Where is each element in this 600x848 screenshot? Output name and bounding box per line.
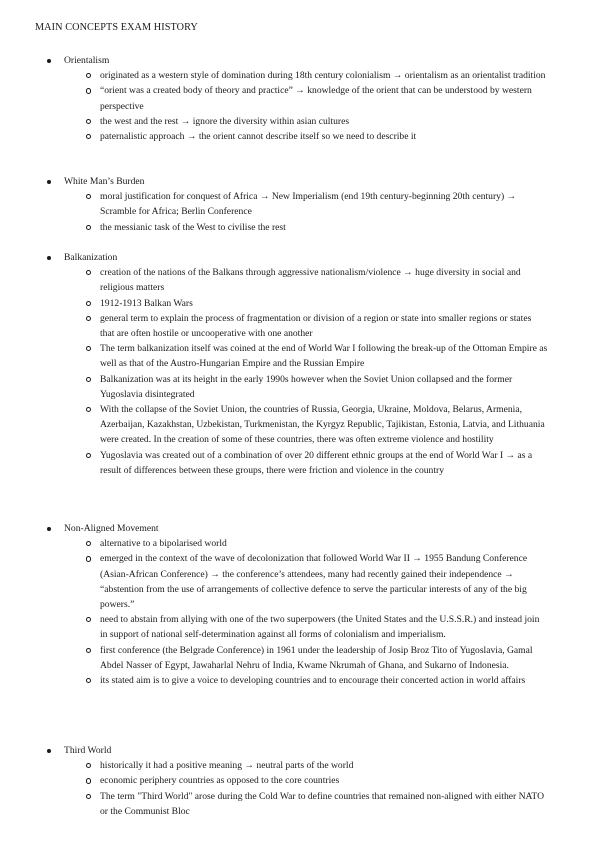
sub-list — [0, 265, 600, 478]
bullet-icon — [47, 749, 51, 753]
hollow-bullet-icon — [86, 119, 91, 124]
list-item-text: The term "Third World" arose during the Cold War to define countries that remained non-aligned with either NATO or the Communist Bloc — [100, 790, 545, 817]
list-item — [0, 643, 600, 673]
list-item — [0, 68, 600, 83]
list-item — [0, 296, 600, 311]
list-item — [0, 402, 600, 448]
list-item — [0, 83, 600, 113]
hollow-bullet-icon — [86, 316, 91, 321]
sub-list — [0, 536, 600, 688]
hollow-bullet-icon — [86, 73, 91, 78]
list-item — [0, 372, 600, 402]
topic-label: Third World — [64, 745, 112, 756]
list-item — [0, 673, 600, 688]
list-item-text: economic periphery countries as opposed to the core countries — [100, 775, 340, 787]
list-item-text: With the collapse of the Soviet Union, the countries of Russia, Georgia, Ukraine, Moldova, Belarus, Armenia, Azerbaijan, Kazakhstan, Uzbekistan, Turkmenistan, the Kyrgyz Republic, Tajikistan, Estonia, Latvia, and Lithuania were created. In the creation of some of these countries, there was often extreme violence and hostility — [100, 404, 545, 446]
list-item-text: need to abstain from allying with one of the two superpowers (the United States and the U.S.S.R.) and instead join in support of national self-determination against all forms of colonialism and imperialism. — [100, 614, 540, 641]
bullet-icon — [47, 527, 51, 531]
list-item-text: the west and the rest → ignore the diversity within asian cultures — [100, 115, 350, 127]
hollow-bullet-icon — [86, 346, 91, 351]
bullet-icon — [47, 59, 51, 63]
topic-label: White Man’s Burden — [64, 176, 145, 187]
list-item-text: the messianic task of the West to civilise the rest — [100, 221, 286, 233]
hollow-bullet-icon — [86, 541, 91, 546]
document-title: MAIN CONCEPTS EXAM HISTORY — [35, 22, 198, 33]
list-item-text: moral justification for conquest of Africa → New Imperialism (end 19th century-beginning 20th century) → Scramble for Africa; Berlin Conference — [100, 191, 517, 218]
hollow-bullet-icon — [86, 453, 91, 458]
topic-label: Orientalism — [64, 55, 110, 66]
list-item — [0, 536, 600, 551]
bullet-icon — [47, 256, 51, 260]
topic-label: Non-Aligned Movement — [64, 523, 159, 534]
section-non-aligned-movement — [0, 521, 600, 688]
list-item-text: paternalistic approach → the orient cannot describe itself so we need to describe it — [100, 131, 417, 142]
list-item — [0, 341, 600, 371]
topic-heading — [0, 53, 600, 68]
sub-list — [0, 189, 600, 235]
hollow-bullet-icon — [86, 225, 91, 230]
hollow-bullet-icon — [86, 377, 91, 382]
list-item — [0, 265, 600, 295]
list-item-text: general term to explain the process of fragmentation or division of a region or state into smaller regions or states that are often hostile or uncooperative with one another — [100, 312, 532, 339]
hollow-bullet-icon — [86, 270, 91, 275]
topic-label: Balkanization — [64, 252, 118, 263]
sub-list — [0, 68, 600, 144]
topic-heading — [0, 250, 600, 265]
hollow-bullet-icon — [86, 778, 91, 783]
hollow-bullet-icon — [86, 194, 91, 199]
list-item-text: creation of the nations of the Balkans through aggressive nationalism/violence → huge diversity in social and religious matters — [100, 267, 521, 294]
topic-heading — [0, 743, 600, 758]
list-item-text: Yugoslavia was created out of a combination of over 20 different ethnic groups at the end of World War I → as a result of differences between these groups, there were friction and violence in the country — [100, 449, 533, 476]
list-item — [0, 220, 600, 235]
section-orientalism — [0, 53, 600, 144]
list-item — [0, 789, 600, 819]
list-item — [0, 773, 600, 788]
sub-list — [0, 758, 600, 819]
hollow-bullet-icon — [86, 617, 91, 622]
list-item-text: Balkanization was at its height in the early 1990s however when the Soviet Union collapsed and the former Yugoslavia disintegrated — [100, 373, 513, 400]
hollow-bullet-icon — [86, 678, 91, 683]
list-item-text: alternative to a bipolarised world — [100, 538, 227, 550]
list-item-text: 1912-1913 Balkan Wars — [100, 297, 193, 309]
section-third-world — [0, 743, 600, 819]
hollow-bullet-icon — [86, 88, 91, 93]
list-item-text: The term balkanization itself was coined at the end of World War I following the break-up of the Ottoman Empire as well as that of the Austro-Hungarian Empire and the Russian Empire — [100, 343, 548, 370]
list-item-text: historically it had a positive meaning → neutral parts of the world — [100, 760, 354, 772]
list-item-text: first conference (the Belgrade Conference) in 1961 under the leadership of Josip Broz Tito of Yugoslavia, Gamal Abdel Nasser of Egypt, Jawaharlal Nehru of India, Kwame Nkrumah of Ghana, and Sukarno of Indonesia. — [100, 644, 533, 671]
topic-heading — [0, 521, 600, 536]
list-item — [0, 311, 600, 341]
list-item — [0, 189, 600, 219]
list-item — [0, 612, 600, 642]
hollow-bullet-icon — [86, 556, 91, 561]
section-white-mans-burden — [0, 174, 600, 235]
list-item-text: “orient was a created body of theory and practice” → knowledge of the orient that can be understood by western perspective — [100, 85, 532, 112]
topic-heading — [0, 174, 600, 189]
list-item-text: its stated aim is to give a voice to developing countries and to encourage their concerted action in world affairs — [100, 675, 526, 687]
bullet-icon — [47, 180, 51, 184]
list-item — [0, 129, 600, 144]
hollow-bullet-icon — [86, 407, 91, 412]
hollow-bullet-icon — [86, 794, 91, 799]
hollow-bullet-icon — [86, 763, 91, 768]
hollow-bullet-icon — [86, 134, 91, 139]
list-item — [0, 758, 600, 773]
list-item — [0, 551, 600, 612]
list-item-text: emerged in the context of the wave of decolonization that followed World War II → 1955 Bandung Conference (Asian-African Conference) → the conference’s attendees, many had recently gained their independence → “abstention from the use of arrangements of collective defence to serve the particular interests of any of the big powers.” — [100, 553, 528, 610]
list-item — [0, 448, 600, 478]
section-balkanization — [0, 250, 600, 478]
list-item-text: originated as a western style of domination during 18th century colonialism → orientalism as an orientalist tradition — [100, 70, 546, 82]
hollow-bullet-icon — [86, 648, 91, 653]
list-item — [0, 114, 600, 129]
hollow-bullet-icon — [86, 301, 91, 306]
